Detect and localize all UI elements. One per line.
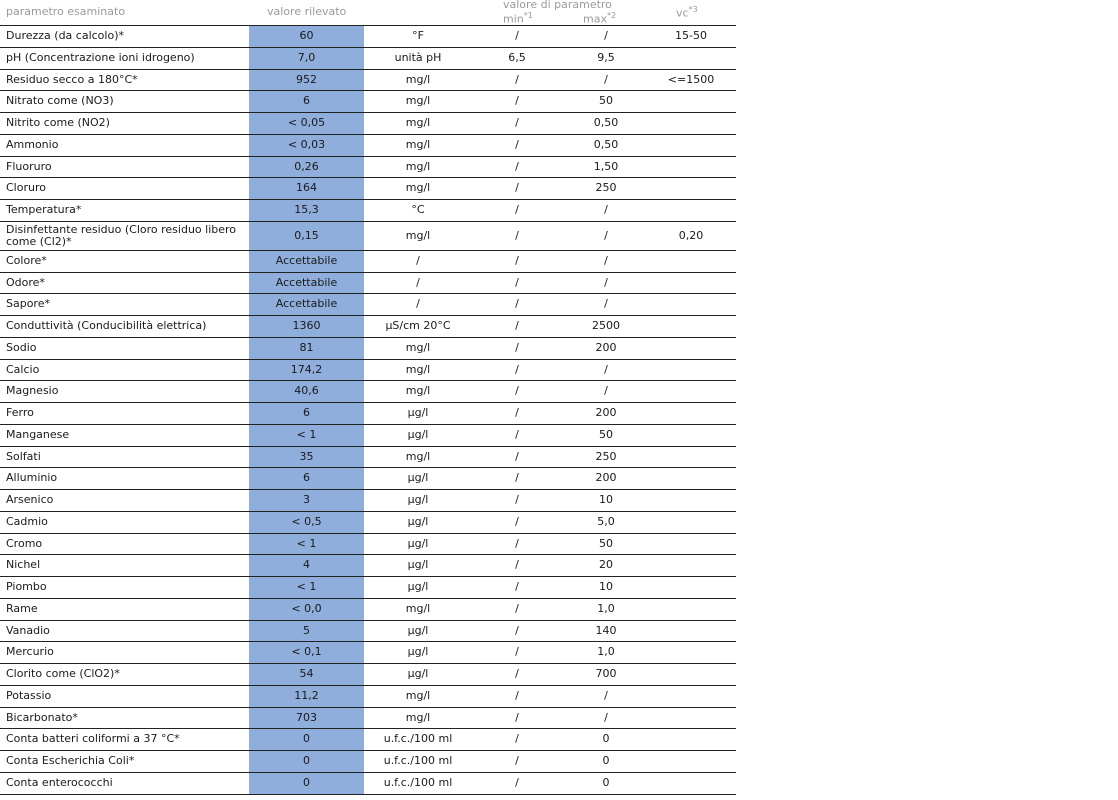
value-cell: 3 (249, 490, 364, 511)
max-cell: 1,0 (597, 645, 615, 659)
min-cell: / (515, 775, 519, 789)
max-cell: / (604, 297, 608, 311)
param-cell: Nitrato come (NO3) (6, 94, 114, 108)
max-cell: / (604, 29, 608, 42)
value-cell: 40,6 (249, 381, 364, 402)
max-cell: 140 (595, 623, 617, 637)
vc-cell (646, 381, 736, 402)
max-cell: 2500 (592, 319, 620, 332)
header-min-label: min (503, 12, 524, 26)
table-row (0, 360, 736, 382)
min-cell: / (515, 710, 519, 724)
unit-cell: mg/l (405, 688, 431, 702)
param-cell: Conduttività (Conducibilità elettrica) (6, 319, 207, 332)
value-cell: Accettabile (249, 273, 364, 294)
max-cell: 200 (595, 471, 617, 485)
min-cell: / (515, 406, 519, 419)
vc-cell (646, 729, 736, 750)
header-param: parametro esaminato (6, 5, 126, 18)
param-cell: Disinfettante residuo (Cloro residuo libero come (Cl2)* (6, 222, 237, 248)
vc-cell (646, 621, 736, 642)
vc-cell (646, 91, 736, 112)
min-cell: / (515, 601, 519, 615)
value-cell: 0 (249, 751, 364, 772)
table-row (0, 48, 736, 70)
value-cell: 6 (249, 91, 364, 112)
param-cell: pH (Concentrazione ioni idrogeno) (6, 50, 195, 64)
vc-cell (646, 751, 736, 772)
vc-cell (646, 555, 736, 576)
header-vc-label: vc (676, 6, 689, 20)
max-cell: 0,50 (593, 116, 619, 129)
param-cell: Conta Escherichia Coli* (6, 754, 135, 767)
unit-cell: µg/l (407, 471, 429, 485)
max-cell: / (604, 384, 608, 398)
value-cell: < 1 (249, 425, 364, 446)
param-cell: Cromo (6, 536, 43, 550)
min-cell: / (515, 645, 519, 659)
max-cell: / (604, 253, 608, 267)
param-cell: Magnesio (6, 384, 59, 398)
table-row (0, 555, 736, 577)
max-cell: 0 (602, 732, 610, 746)
vc-cell (646, 113, 736, 134)
param-cell: Arsenico (6, 493, 54, 506)
min-cell: / (515, 580, 519, 593)
min-cell: / (515, 116, 519, 129)
min-cell: / (515, 449, 519, 463)
min-cell: / (515, 493, 519, 506)
max-cell: 200 (595, 340, 617, 354)
value-cell: < 0,1 (249, 642, 364, 663)
param-cell: Calcio (6, 362, 40, 376)
table-row (0, 664, 736, 686)
value-cell: < 0,05 (249, 113, 364, 134)
max-cell: 50 (599, 94, 613, 108)
header-range: valore di parametro (503, 0, 612, 11)
unit-cell: µS/cm 20°C (385, 319, 451, 332)
vc-cell (646, 157, 736, 178)
max-cell: 9,5 (597, 50, 615, 64)
vc-cell: 15-50 (675, 29, 707, 42)
table-row (0, 425, 736, 447)
unit-cell: °C (411, 203, 425, 216)
max-cell: 10 (599, 493, 613, 506)
min-cell: / (515, 181, 519, 195)
value-cell: 174,2 (249, 360, 364, 381)
unit-cell: u.f.c./100 ml (383, 754, 453, 767)
param-cell: Conta batteri coliformi a 37 °C* (6, 732, 180, 746)
table-row (0, 686, 736, 708)
param-cell: Piombo (6, 580, 47, 593)
max-cell: / (604, 72, 608, 86)
unit-cell: mg/l (405, 340, 431, 354)
table-row (0, 91, 736, 113)
max-cell: 50 (599, 536, 613, 550)
max-cell: 0 (602, 775, 610, 789)
max-cell: / (604, 688, 608, 702)
value-cell: 164 (249, 178, 364, 199)
max-cell: 1,50 (593, 159, 619, 173)
header-value: valore rilevato (267, 5, 347, 18)
max-cell: 0,50 (593, 137, 619, 151)
value-cell: Accettabile (249, 251, 364, 272)
table-row (0, 316, 736, 338)
header-min-note: *1 (523, 11, 533, 20)
value-cell: 81 (249, 338, 364, 359)
min-cell: / (515, 427, 519, 441)
min-cell: / (515, 471, 519, 485)
vc-cell (646, 135, 736, 156)
table-body (0, 26, 736, 795)
vc-cell (646, 490, 736, 511)
unit-cell: µg/l (407, 514, 429, 528)
param-cell: Ferro (6, 406, 34, 419)
vc-cell (646, 773, 736, 794)
min-cell: / (515, 297, 519, 311)
unit-cell: mg/l (405, 710, 431, 724)
min-cell: / (515, 72, 519, 86)
unit-cell: µg/l (407, 580, 429, 593)
max-cell: 50 (599, 427, 613, 441)
max-cell: 250 (595, 449, 617, 463)
table-row (0, 621, 736, 643)
min-cell: / (515, 362, 519, 376)
table-row (0, 512, 736, 534)
param-cell: Potassio (6, 688, 52, 702)
table-row (0, 70, 736, 92)
unit-cell: mg/l (405, 137, 431, 151)
max-cell: 200 (595, 406, 617, 419)
param-cell: Odore* (6, 275, 45, 289)
unit-cell: µg/l (407, 536, 429, 550)
table-row (0, 273, 736, 295)
param-cell: Bicarbonato* (6, 710, 78, 724)
table-row (0, 222, 736, 251)
table-row (0, 338, 736, 360)
value-cell: < 0,03 (249, 135, 364, 156)
header-vc-note: *3 (688, 5, 698, 14)
unit-cell: u.f.c./100 ml (383, 775, 453, 789)
value-cell: 1360 (249, 316, 364, 337)
unit-cell: u.f.c./100 ml (383, 732, 453, 746)
min-cell: / (515, 319, 519, 332)
unit-cell: µg/l (407, 667, 429, 680)
table-row (0, 113, 736, 135)
param-cell: Durezza (da calcolo)* (6, 29, 124, 42)
unit-cell: / (416, 253, 420, 267)
vc-cell: 0,20 (678, 228, 704, 242)
table-row (0, 642, 736, 664)
unit-cell: mg/l (405, 72, 431, 86)
param-cell: Rame (6, 601, 38, 615)
table-row (0, 577, 736, 599)
value-cell: 54 (249, 664, 364, 685)
table-row (0, 381, 736, 403)
unit-cell: mg/l (405, 181, 431, 195)
value-cell: 0,15 (249, 222, 364, 250)
value-cell: Accettabile (249, 294, 364, 315)
vc-cell (646, 251, 736, 272)
max-cell: 0 (602, 754, 610, 767)
param-cell: Sodio (6, 340, 37, 354)
unit-cell: mg/l (405, 601, 431, 615)
param-cell: Alluminio (6, 471, 58, 485)
unit-cell: µg/l (407, 558, 429, 572)
table-row (0, 26, 736, 48)
param-cell: Nichel (6, 558, 41, 572)
header-min (503, 11, 533, 26)
vc-cell (646, 48, 736, 69)
table-row (0, 403, 736, 425)
min-cell: / (515, 340, 519, 354)
header-max-note: *2 (606, 11, 617, 20)
value-cell: < 0,0 (249, 599, 364, 620)
vc-cell (646, 200, 736, 221)
table-row (0, 294, 736, 316)
min-cell: / (515, 94, 519, 108)
min-cell: / (515, 514, 519, 528)
max-cell: 5,0 (597, 514, 615, 528)
unit-cell: / (416, 297, 420, 311)
vc-cell (646, 686, 736, 707)
param-cell: Ammonio (6, 137, 59, 151)
min-cell: / (515, 536, 519, 550)
table-row (0, 447, 736, 469)
unit-cell: mg/l (405, 449, 431, 463)
param-cell: Colore* (6, 253, 47, 267)
vc-cell (646, 273, 736, 294)
header-max-label: max (583, 12, 607, 26)
unit-cell: mg/l (405, 159, 431, 173)
param-cell: Temperatura* (6, 203, 82, 216)
vc-cell (646, 178, 736, 199)
value-cell: 15,3 (249, 200, 364, 221)
max-cell: 10 (599, 580, 613, 593)
table-row (0, 773, 736, 795)
value-cell: < 1 (249, 534, 364, 555)
table-row (0, 178, 736, 200)
param-cell: Fluoruro (6, 159, 52, 173)
min-cell: / (515, 384, 519, 398)
table-row (0, 135, 736, 157)
unit-cell: mg/l (405, 384, 431, 398)
vc-cell (646, 425, 736, 446)
param-cell: Conta enterococchi (6, 775, 113, 789)
max-cell: 700 (595, 667, 617, 680)
min-cell: / (515, 667, 519, 680)
min-cell: / (515, 275, 519, 289)
value-cell: 6 (249, 403, 364, 424)
vc-cell (646, 316, 736, 337)
unit-cell: mg/l (405, 228, 431, 242)
value-cell: 60 (249, 26, 364, 47)
unit-cell: unità pH (394, 50, 442, 64)
vc-cell (646, 403, 736, 424)
min-cell: 6,5 (508, 50, 526, 64)
unit-cell: mg/l (405, 362, 431, 376)
param-cell: Nitrito come (NO2) (6, 116, 110, 129)
value-cell: 5 (249, 621, 364, 642)
table-row (0, 200, 736, 222)
value-cell: 11,2 (249, 686, 364, 707)
vc-cell (646, 599, 736, 620)
unit-cell: °F (412, 29, 424, 42)
min-cell: / (515, 732, 519, 746)
unit-cell: µg/l (407, 427, 429, 441)
min-cell: / (515, 159, 519, 173)
vc-cell (646, 338, 736, 359)
max-cell: / (604, 228, 608, 242)
param-cell: Sapore* (6, 297, 50, 311)
min-cell: / (515, 228, 519, 242)
min-cell: / (515, 203, 519, 216)
vc-cell (646, 577, 736, 598)
min-cell: / (515, 137, 519, 151)
min-cell: / (515, 623, 519, 637)
value-cell: 0 (249, 729, 364, 750)
value-cell: < 1 (249, 577, 364, 598)
max-cell: / (604, 203, 608, 216)
table-row (0, 751, 736, 773)
header-max (583, 11, 616, 26)
unit-cell: µg/l (407, 493, 429, 506)
table-row (0, 534, 736, 556)
param-cell: Cloruro (6, 181, 46, 195)
min-cell: / (515, 29, 519, 42)
param-cell: Clorito come (ClO2)* (6, 667, 120, 680)
vc-cell (646, 664, 736, 685)
param-cell: Residuo secco a 180°C* (6, 72, 138, 86)
min-cell: / (515, 558, 519, 572)
value-cell: < 0,5 (249, 512, 364, 533)
table-row (0, 708, 736, 730)
table-row (0, 157, 736, 179)
max-cell: / (604, 275, 608, 289)
max-cell: / (604, 362, 608, 376)
param-cell: Vanadio (6, 623, 50, 637)
max-cell: 250 (595, 181, 617, 195)
vc-cell (646, 708, 736, 729)
value-cell: 703 (249, 708, 364, 729)
header-vc (676, 5, 698, 20)
vc-cell (646, 360, 736, 381)
max-cell: / (604, 710, 608, 724)
table-row (0, 251, 736, 273)
min-cell: / (515, 253, 519, 267)
table-row (0, 468, 736, 490)
value-cell: 7,0 (249, 48, 364, 69)
value-cell: 0,26 (249, 157, 364, 178)
param-cell: Manganese (6, 427, 70, 441)
param-cell: Mercurio (6, 645, 54, 659)
min-cell: / (515, 688, 519, 702)
table-row (0, 729, 736, 751)
unit-cell: mg/l (405, 94, 431, 108)
vc-cell (646, 468, 736, 489)
value-cell: 4 (249, 555, 364, 576)
value-cell: 35 (249, 447, 364, 468)
unit-cell: µg/l (407, 623, 429, 637)
vc-cell (646, 512, 736, 533)
max-cell: 1,0 (597, 601, 615, 615)
table-row (0, 599, 736, 621)
table-header (0, 0, 736, 26)
table-row (0, 490, 736, 512)
unit-cell: mg/l (405, 116, 431, 129)
unit-cell: µg/l (407, 406, 429, 419)
value-cell: 6 (249, 468, 364, 489)
unit-cell: µg/l (407, 645, 429, 659)
value-cell: 952 (249, 70, 364, 91)
min-cell: / (515, 754, 519, 767)
vc-cell (646, 294, 736, 315)
param-cell: Solfati (6, 449, 41, 463)
param-cell: Cadmio (6, 514, 48, 528)
value-cell: 0 (249, 773, 364, 794)
vc-cell (646, 534, 736, 555)
vc-cell (646, 447, 736, 468)
unit-cell: / (416, 275, 420, 289)
max-cell: 20 (599, 558, 613, 572)
vc-cell (646, 642, 736, 663)
vc-cell: <=1500 (667, 72, 715, 86)
